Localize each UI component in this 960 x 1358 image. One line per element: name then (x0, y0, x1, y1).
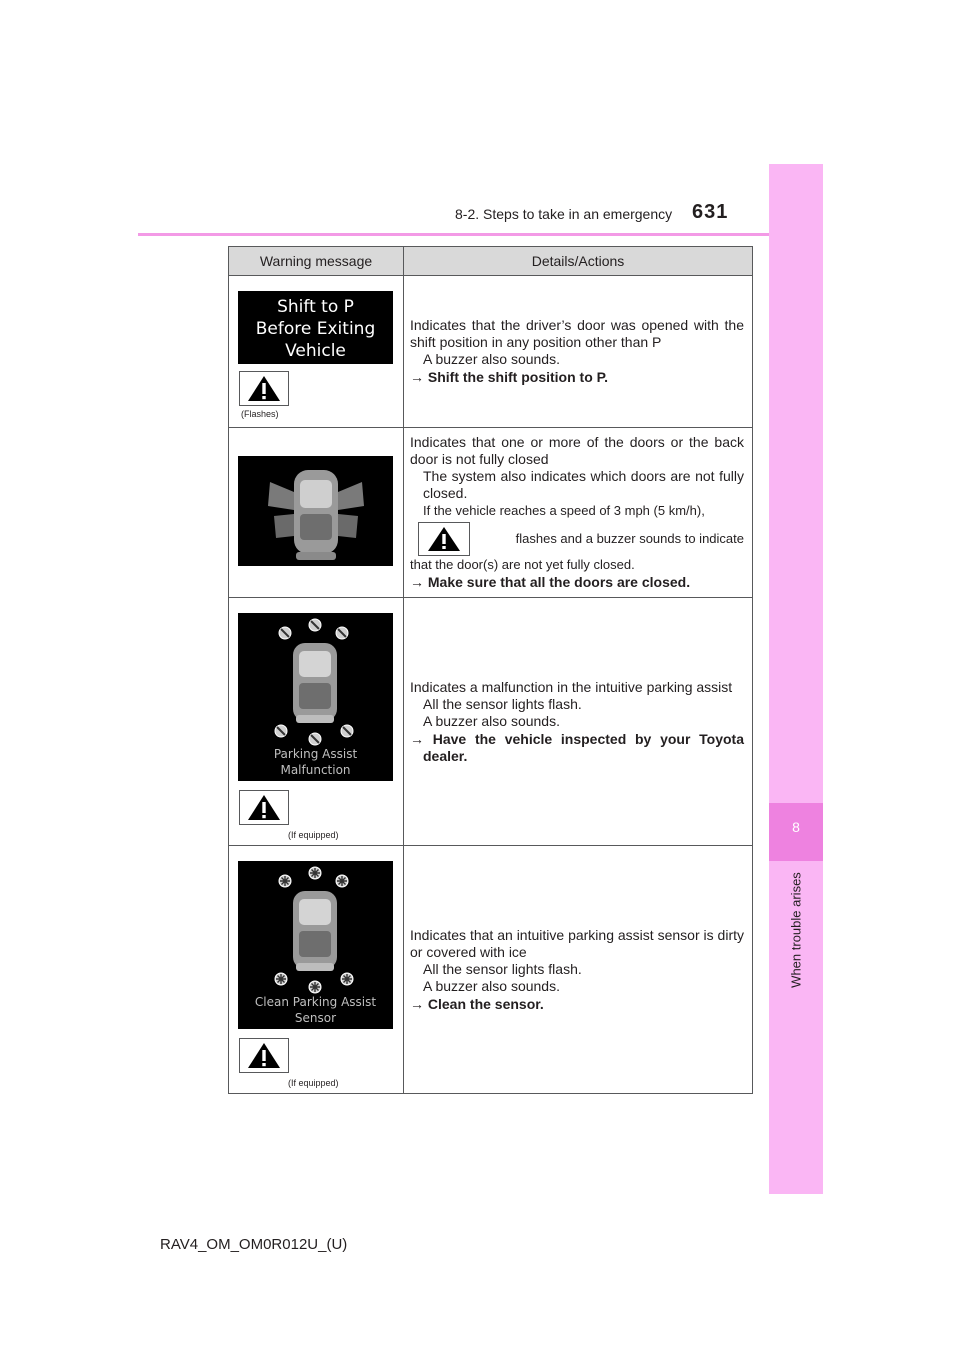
screen-line: Sensor (294, 1011, 337, 1025)
description: Indicates that one or more of the doors or the back door is not fully closed (410, 434, 744, 467)
warning-icon (240, 791, 288, 824)
icon-caption: (Flashes) (241, 409, 279, 419)
icon-caption: (If equipped) (288, 830, 339, 840)
details-cell (404, 428, 753, 598)
small-note: If the vehicle reaches a speed of 3 mph (5 km/h), (423, 503, 705, 518)
small-note: flashes and a buzzer sounds to indicate (515, 531, 744, 546)
note: A buzzer also sounds. (423, 712, 560, 729)
warning-icon-box (239, 371, 289, 406)
column-header-warning: Warning message (229, 247, 404, 276)
screen-line: Malfunction (280, 763, 351, 777)
action-text (410, 996, 744, 1013)
inline-warning-line (410, 522, 744, 556)
inline-warning-box (418, 522, 470, 556)
warning-image-cell (229, 846, 404, 1094)
document-code: RAV4_OM_OM0R012U_(U) (160, 1236, 348, 1253)
warning-icon (419, 523, 469, 555)
screen-line: Vehicle (285, 341, 346, 361)
warning-image-cell (229, 428, 404, 598)
shift-to-p-screen (238, 291, 393, 364)
table-row (229, 846, 753, 1094)
column-header-details: Details/Actions (404, 247, 753, 276)
small-note: that the door(s) are not yet fully closed. (410, 557, 635, 572)
icon-caption: (If equipped) (288, 1078, 339, 1088)
warning-image-cell (229, 598, 404, 846)
warning-message-table (228, 246, 753, 1094)
action-label: Clean the sensor. (427, 995, 544, 1012)
arrow-icon: → (410, 995, 424, 1012)
action-label: Have the vehicle inspected by your Toyota dealer. (423, 730, 744, 764)
warning-icon (240, 372, 288, 405)
warning-icon-box (239, 790, 289, 825)
screen-line: Shift to P (277, 297, 354, 317)
warning-image-cell (229, 276, 404, 428)
action-label: Shift the shift position to P. (427, 369, 609, 385)
description: Indicates that the driver’s door was opened with the shift position in any position other than P (410, 317, 744, 350)
note: All the sensor lights flash. (423, 960, 582, 977)
note: A buzzer also sounds. (423, 977, 560, 994)
action-text (410, 731, 744, 765)
details-cell (404, 276, 753, 428)
description: Indicates a malfunction in the intuitive parking assist (410, 678, 733, 695)
table-header-row (229, 247, 753, 276)
page-number: 631 (692, 201, 729, 223)
table-row (229, 428, 753, 598)
screen-line: Before Exiting (255, 319, 376, 339)
description: Indicates that an intuitive parking assist sensor is dirty or covered with ice (410, 926, 744, 960)
warning-icon-box (239, 1038, 289, 1073)
arrow-icon: → (410, 369, 424, 385)
section-title: 8-2. Steps to take in an emergency (455, 206, 673, 222)
header-divider (138, 233, 822, 236)
action-text (410, 574, 744, 591)
action-label: Make sure that all the doors are closed. (427, 574, 691, 590)
chapter-side-tab (769, 164, 823, 1194)
parking-assist-malfunction-screen (238, 613, 393, 781)
chapter-number-box (769, 803, 823, 861)
arrow-icon: → (410, 574, 424, 590)
note: The system also indicates which doors are not fully closed. (423, 468, 744, 501)
chapter-number: 8 (792, 819, 800, 835)
screen-line: Parking Assist (273, 747, 358, 761)
vehicle-doors-open-icon (238, 456, 393, 566)
door-open-screen (238, 456, 393, 566)
warning-icon (240, 1039, 288, 1072)
screen-line: Clean Parking Assist (254, 995, 377, 1009)
action-text (410, 369, 744, 386)
note: All the sensor lights flash. (423, 695, 582, 712)
table-row (229, 276, 753, 428)
arrow-icon: → (410, 730, 424, 747)
note: A buzzer also sounds. (423, 351, 560, 367)
table-row (229, 598, 753, 846)
details-cell (404, 846, 753, 1094)
clean-parking-assist-screen (238, 861, 393, 1029)
details-cell (404, 598, 753, 846)
chapter-title-text: When trouble arises (788, 872, 804, 988)
